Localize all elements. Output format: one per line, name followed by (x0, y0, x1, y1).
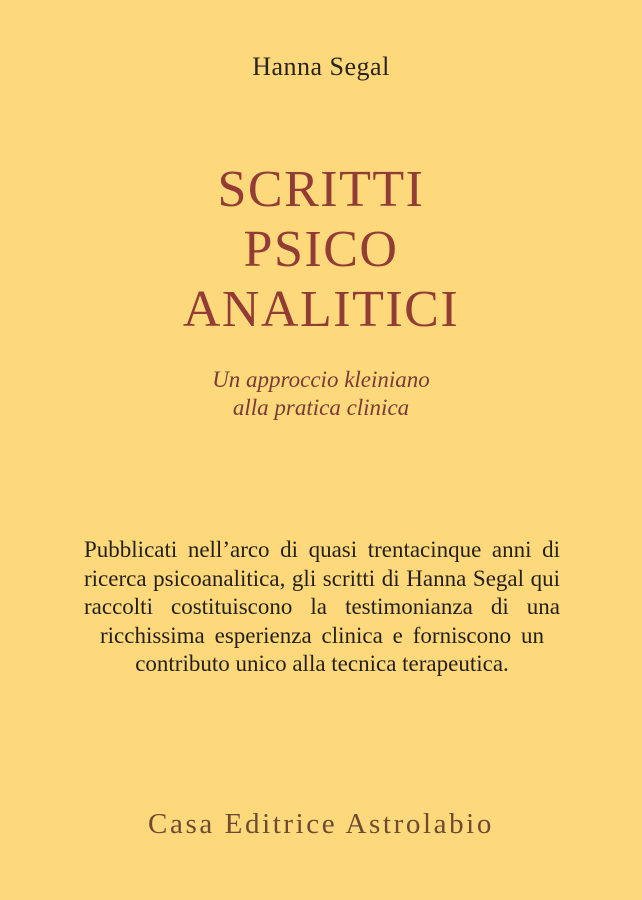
title-line-2: PSICO (243, 221, 399, 278)
blurb-line-3: raccolti costituiscono la testimonianza di una (84, 594, 560, 619)
subtitle-line-2: alla pratica clinica (232, 395, 410, 420)
title-line-3: ANALITICI (182, 281, 460, 338)
publisher-name: Casa Editrice Astrolabio (148, 808, 494, 840)
book-subtitle (0, 366, 642, 422)
cover-blurb (84, 536, 560, 679)
title-line-1: SCRITTI (217, 161, 425, 218)
blurb-line-2: ricerca psicoanalitica, gli scritti di Hanna Segal qui (84, 565, 560, 591)
blurb-line-5: contributo unico alla tecnica terapeutica. (135, 651, 509, 676)
blurb-line-1: Pubblicati nell’arco di quasi trentacinque anni di (84, 537, 560, 562)
book-title (0, 160, 642, 340)
subtitle-line-1: Un approccio kleiniano (212, 367, 430, 392)
blurb-line-4: ricchissima esperienza clinica e forniscono un (100, 622, 544, 648)
author-name: Hanna Segal (252, 52, 390, 81)
